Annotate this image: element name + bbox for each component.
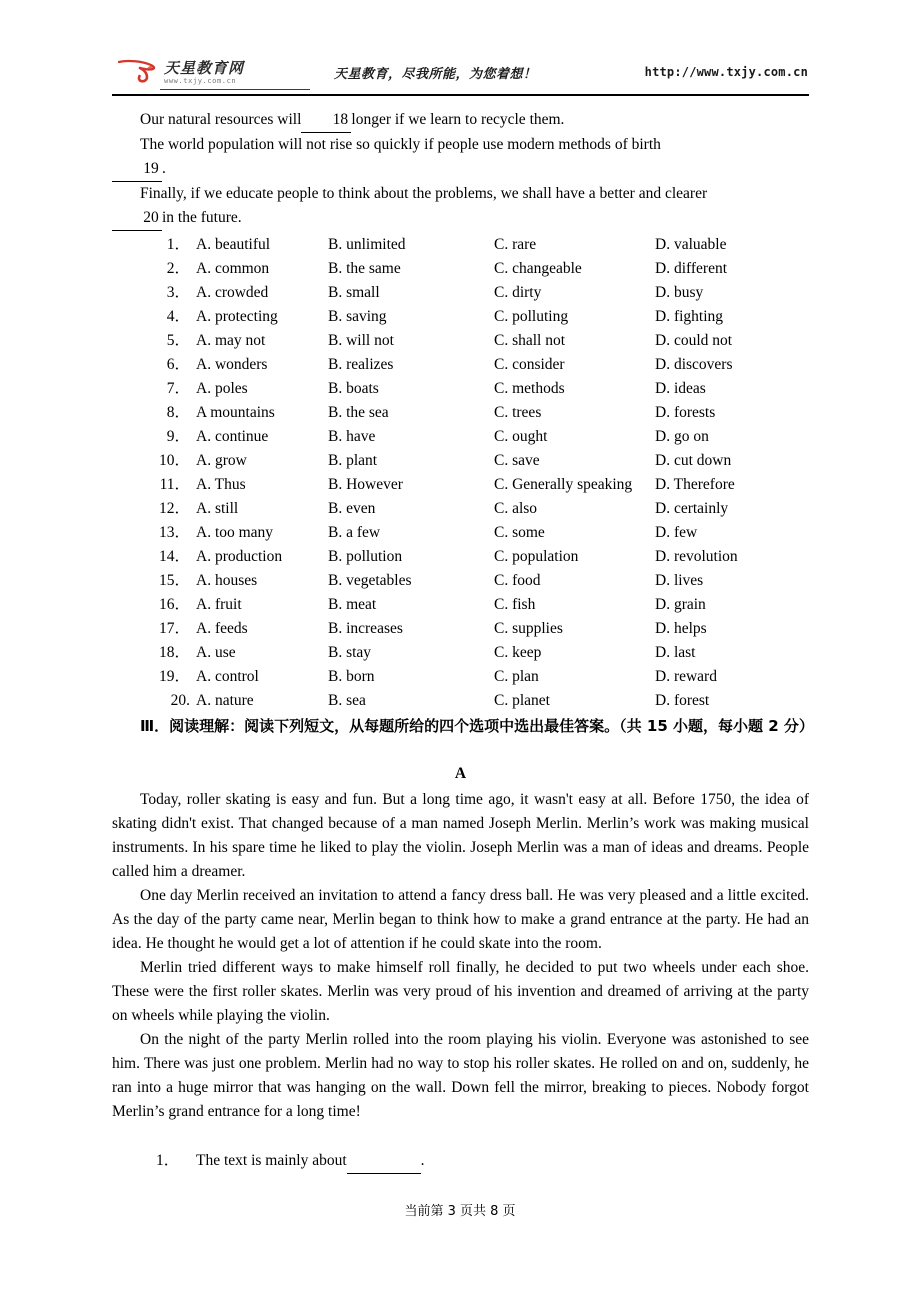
passage-paragraph: One day Merlin received an invitation to attend a fancy dress ball. He was very pleased and a little excited. As the day of the party came near, Merlin began to think how to make a grand entrance at the party. He had an idea. He thought he would get a lot of attention if he could skate into the room. [112,887,809,952]
option-a[interactable]: A. nature [196,692,254,709]
option-b[interactable]: B. meat [328,596,377,613]
question-1-blank[interactable] [347,1149,421,1174]
option-a[interactable]: A. poles [196,380,248,397]
blank-19[interactable]: 19 [112,157,162,182]
option-d[interactable]: D. revolution [655,548,738,565]
cloze-20-before: Finally, if we educate people to think about the problems, we shall have a better and clearer [140,185,708,202]
option-row [112,641,809,665]
option-a[interactable]: A. use [196,644,236,661]
cloze-18-before: Our natural resources will [140,111,302,128]
option-b[interactable]: B. sea [328,692,366,709]
option-number: 11． [159,476,190,493]
option-c[interactable]: C. keep [494,644,542,661]
option-c[interactable]: C. save [494,452,540,469]
option-a[interactable]: A. grow [196,452,247,469]
option-a[interactable]: A. too many [196,524,274,541]
header-site-url[interactable]: http://www.txjy.com.cn [644,65,808,79]
header-divider [112,94,809,96]
option-b[interactable]: B. have [328,428,376,445]
option-c[interactable]: C. planet [494,692,550,709]
option-row [112,329,809,353]
option-number: 2． [166,260,190,277]
option-c[interactable]: C. trees [494,404,542,421]
cloze-tail-section [112,108,809,231]
cloze-19-before: The world population will not rise so quickly if people use modern methods of birth [140,136,661,153]
option-d[interactable]: D. last [655,644,696,661]
option-a[interactable]: A. may not [196,332,266,349]
passage-body [112,788,809,1124]
option-row [112,521,809,545]
cloze-line-18 [112,108,809,133]
option-b[interactable]: B. plant [328,452,378,469]
option-c[interactable]: C. polluting [494,308,569,325]
section-iii-heading: Ⅲ．阅读理解：阅读下列短文，从每题所给的四个选项中选出最佳答案。（共 15 小题，每小题 2 分） [140,717,814,735]
option-d[interactable]: D. helps [655,620,707,637]
option-b[interactable]: B. saving [328,308,387,325]
logo-text: 天星教育网 [164,59,245,77]
option-b[interactable]: B. unlimited [328,236,406,253]
option-c[interactable]: C. fish [494,596,536,613]
option-number: 19． [158,668,190,685]
option-a[interactable]: A. continue [196,428,269,445]
option-row [112,665,809,689]
option-a[interactable]: A mountains [196,404,275,421]
option-d[interactable]: D. Therefore [655,476,735,493]
option-row [112,545,809,569]
passage-paragraph: Today, roller skating is easy and fun. But a long time ago, it wasn't easy at all. Before 1750, the idea of skating didn't exist. That changed because of a man named Joseph Merlin. Merlin’s work was making musical instruments. In his spare time he liked to play the violin. Joseph Merlin was a man of ideas and dreams. People called him a dreamer. [112,791,809,880]
passage-label: A [454,765,467,782]
option-a[interactable]: A. crowded [196,284,269,301]
option-number: 12． [158,500,190,517]
option-row [112,353,809,377]
option-a[interactable]: A. beautiful [196,236,271,253]
question-1-number: 1． [156,1152,180,1169]
option-a[interactable]: A. still [196,500,239,517]
option-d[interactable]: D. lives [655,572,704,589]
option-number: 14． [158,548,190,565]
option-row [112,617,809,641]
blank-18[interactable]: 18 [301,108,351,133]
option-a[interactable]: A. Thus [196,476,246,493]
option-b[interactable]: B. increases [328,620,403,637]
option-number: 10． [158,452,190,469]
option-row [112,497,809,521]
cloze-19-after: . [162,160,166,177]
option-number: 16． [158,596,190,613]
logo-url-text: www.txjy.com.cn [164,77,237,85]
option-d[interactable]: D. go on [655,428,709,445]
option-row [112,569,809,593]
option-row [112,281,809,305]
option-b[interactable]: B. boats [328,380,379,397]
cloze-20-after: in the future. [162,209,242,226]
option-b[interactable]: B. a few [328,524,381,541]
option-d[interactable]: D. few [655,524,698,541]
option-row [112,257,809,281]
option-d[interactable]: D. could not [655,332,733,349]
option-a[interactable]: A. fruit [196,596,242,613]
passage-paragraph: Merlin tried different ways to make himself roll finally, he decided to put two wheels under each shoe. These were the first roller skates. Merlin was very proud of his invention and dreamed of arriving at the party on wheels while playing the violin. [112,959,809,1024]
option-a[interactable]: A. control [196,668,259,685]
option-d[interactable]: D. discovers [655,356,733,373]
passage-paragraph: On the night of the party Merlin rolled into the room playing his violin. Everyone was astonished to see him. There was just one problem. Merlin had no way to stop his roller skates. He rolled on and on, suddenly, he ran into a huge mirror that was hanging on the wall. Down fell the mirror, breaking to pieces. Nobody forgot Merlin’s grand entrance for a long time! [112,1031,809,1120]
option-number: 8． [166,404,190,421]
option-a[interactable]: A. production [196,548,283,565]
option-c[interactable]: C. plan [494,668,539,685]
option-row [112,689,809,713]
page-footer: 当前第 3 页共 8 页 [404,1204,516,1219]
option-c[interactable]: C. supplies [494,620,563,637]
option-d[interactable]: D. certainly [655,500,729,517]
option-d[interactable]: D. ideas [655,380,706,397]
header-tagline: 天星教育，尽我所能，为您着想！ [334,67,537,82]
option-b[interactable]: B. the sea [328,404,389,421]
option-number: 1． [166,236,190,253]
option-c[interactable]: C. consider [494,356,565,373]
site-logo[interactable] [116,57,306,93]
cloze-18-after: longer if we learn to recycle them. [351,111,565,128]
option-a[interactable]: A. houses [196,572,258,589]
option-c[interactable]: C. dirty [494,284,542,301]
option-row [112,425,809,449]
option-number: 20. [170,692,190,709]
option-row [112,377,809,401]
option-d[interactable]: D. forests [655,404,716,421]
option-number: 18． [158,644,190,661]
question-1-text: The text is mainly about [196,1152,347,1169]
option-a[interactable]: A. protecting [196,308,278,325]
option-b[interactable]: B. However [328,476,403,493]
option-a[interactable]: A. common [196,260,270,277]
cloze-options-list [112,233,809,713]
option-number: 13． [158,524,190,541]
page-header [112,55,808,95]
option-number: 17． [158,620,190,637]
option-b[interactable]: B. realizes [328,356,394,373]
option-number: 7． [166,380,190,397]
option-b[interactable]: B. pollution [328,548,403,565]
option-a[interactable]: A. feeds [196,620,248,637]
option-b[interactable]: B. small [328,284,380,301]
option-number: 3． [166,284,190,301]
option-c[interactable]: C. ought [494,428,548,445]
option-d[interactable]: D. reward [655,668,717,685]
cloze-line-19 [112,133,809,182]
option-c[interactable]: C. rare [494,236,537,253]
option-c[interactable]: C. also [494,500,538,517]
option-number: 5． [166,332,190,349]
swoosh-icon [118,59,162,83]
blank-20[interactable]: 20 [112,206,162,231]
option-b[interactable]: B. born [328,668,375,685]
option-number: 6． [166,356,190,373]
option-b[interactable]: B. vegetables [328,572,412,589]
option-c[interactable]: C. shall not [494,332,566,349]
option-b[interactable]: B. stay [328,644,372,661]
option-row [112,233,809,257]
logo-underline [160,89,310,90]
option-c[interactable]: C. some [494,524,545,541]
option-b[interactable]: B. the same [328,260,401,277]
option-d[interactable]: D. different [655,260,728,277]
option-c[interactable]: C. changeable [494,260,582,277]
option-row [112,593,809,617]
option-d[interactable]: D. cut down [655,452,732,469]
option-d[interactable]: D. grain [655,596,706,613]
option-b[interactable]: B. even [328,500,376,517]
option-b[interactable]: B. will not [328,332,394,349]
option-row [112,449,809,473]
option-c[interactable]: C. methods [494,380,565,397]
reading-passage-a [112,763,809,1124]
option-d[interactable]: D. valuable [655,236,727,253]
option-d[interactable]: D. forest [655,692,710,709]
option-c[interactable]: C. Generally speaking [494,476,633,493]
option-row [112,305,809,329]
question-1: 1． The text is mainly about . [112,1149,809,1174]
option-c[interactable]: C. food [494,572,541,589]
option-number: 9． [166,428,190,445]
option-d[interactable]: D. busy [655,284,704,301]
option-c[interactable]: C. population [494,548,579,565]
option-d[interactable]: D. fighting [655,308,724,325]
cloze-line-20 [112,182,809,231]
option-number: 4． [166,308,190,325]
option-number: 15． [158,572,190,589]
option-row [112,401,809,425]
option-a[interactable]: A. wonders [196,356,268,373]
option-row [112,473,809,497]
